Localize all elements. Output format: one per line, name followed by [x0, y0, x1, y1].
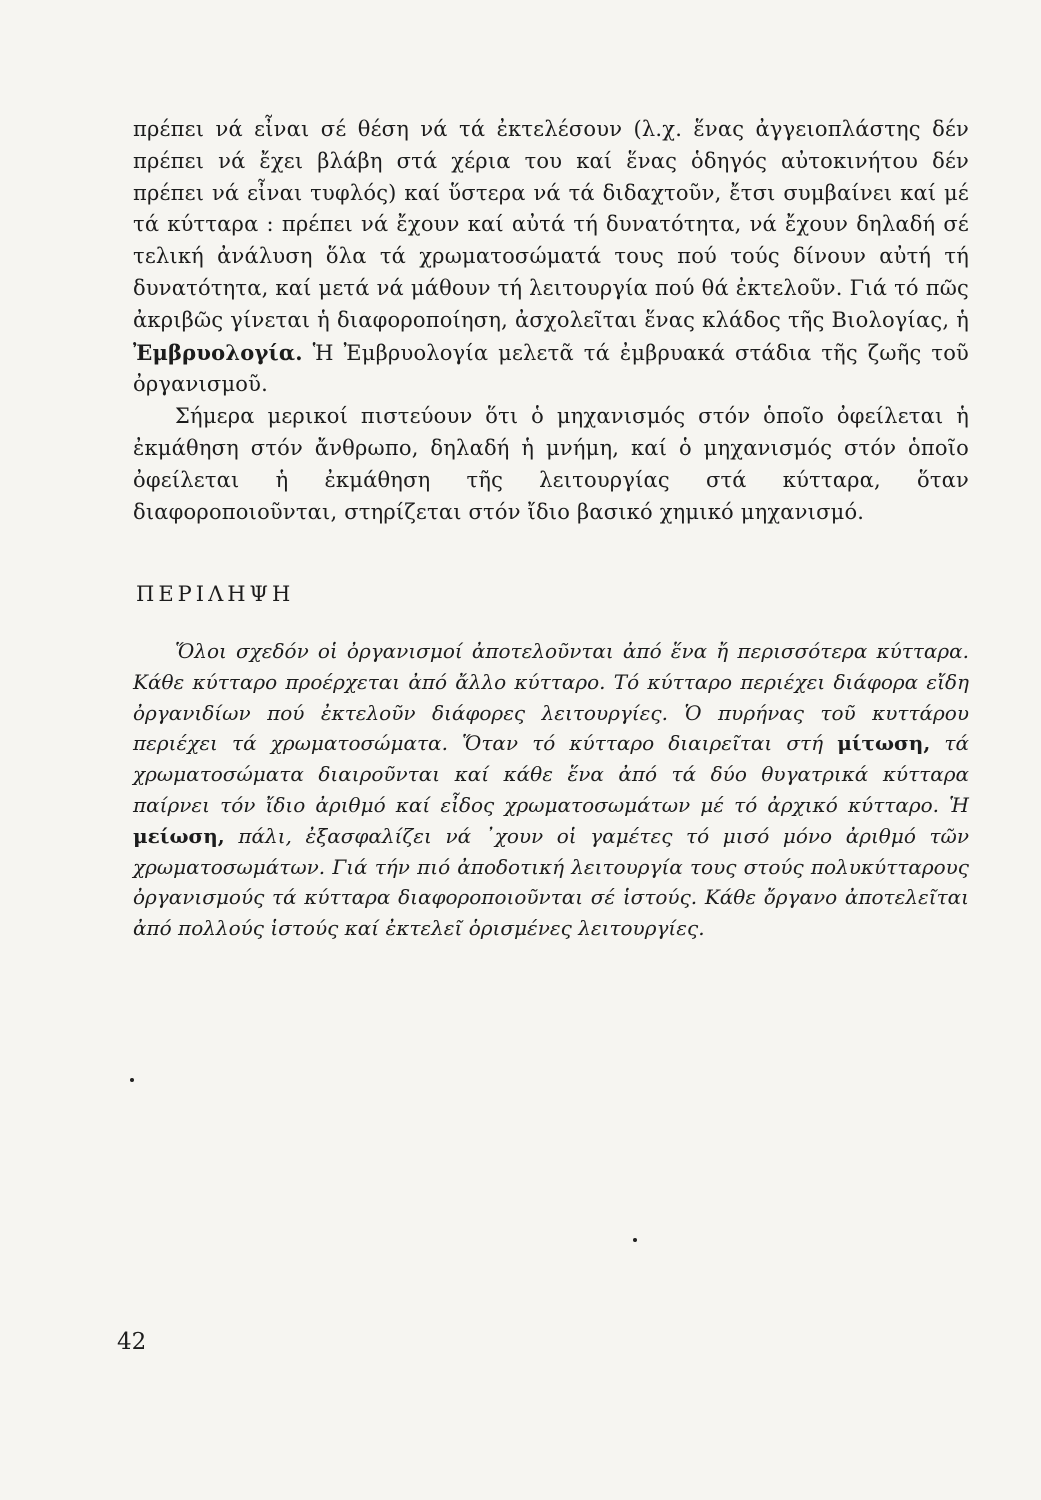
summary-heading: ΠΕΡΙΛΗΨΗ [136, 582, 295, 606]
speck [130, 1078, 134, 1082]
paragraph-memory: Σήμερα μερικοί πιστεύουν ὅτι ὁ μηχανισμός στόν ὁποῖο ὀφείλεται ἡ ἐκμάθηση στόν ἄνθρωπο, δηλαδή ἡ μνήμη, καί ὁ μηχανισμός στόν ὁποῖο ὀφείλεται ἡ ἐκμάθηση τῆς λειτουργίας στά κύτταρα, ὅταν διαφοροποιοῦνται, στηρίζεται στόν ἴδιο βασικό χημικό μηχανισμό. [133, 404, 969, 524]
paragraph-text: Ἡ Ἐμβρυολογία μελετᾶ τά ἐμβρυακά στάδια τῆς ζωῆς τοῦ ὀργανισμοῦ. [133, 340, 969, 397]
body-text [133, 114, 969, 528]
term-mitosis: μίτωση, [837, 731, 931, 756]
term-meiosis: μείωση, [133, 823, 225, 848]
summary-part: Ὅλοι σχεδόν οἱ ὀργανισμοί ἀποτελοῦνται ἀπό ἕνα ἤ περισσότερα κύτταρα. Κάθε κύτταρο προέρχεται ἀπό ἄλλο κύτταρο. Τό κύτταρο περιέχει διάφορα εἴδη ὀργανιδίων πού ἐκτελοῦν διάφορες λειτουργίες. Ὁ πυρήνας τοῦ κυττάρου περιέχει τά χρωματοσώματα. Ὅταν τό κύτταρο διαιρεῖται στή [133, 639, 969, 756]
page-number: 42 [117, 1329, 147, 1355]
paragraph-text: πρέπει νά εἶναι σέ θέση νά τά ἐκτελέσουν (λ.χ. ἕνας ἀγγειοπλάστης δέν πρέπει νά ἔχει βλάβη στά χέρια του καί ἕνας ὁδηγός αὐτοκινήτου δέν πρέπει νά εἶναι τυφλός) καί ὕστερα νά τά διδαχτοῦν, ἔτσι συμβαίνει καί μέ τά κύτταρα : πρέπει νά ἔχουν καί αὐτά τή δυνατότητα, νά ἔχουν δηλαδή σέ τελική ἀνάλυση ὅλα τά χρωματοσώματά τους πού τούς δίνουν αὐτή τή δυνατότητα, καί μετά νά μάθουν τή λειτουργία πού θά ἐκτελοῦν. Γιά τό πῶς ἀκριβῶς γίνεται ἡ διαφοροποίηση, ἀσχολεῖται ἕνας κλάδος τῆς Βιολογίας, ἡ [133, 117, 969, 332]
summary-part: τά χρωματοσώματα διαιροῦνται καί κάθε ἕνα ἀπό τά δύο θυγατρικά κύτταρα παίρνει τόν ἴδιο ἀριθμό καί εἶδος χρωματοσωμάτων μέ τό ἀρχικό κύτταρο. Ἡ [133, 731, 969, 817]
term-embryology: Ἐμβρυολογία. [133, 339, 303, 365]
paragraph-differentiation [133, 114, 969, 401]
speck [633, 1238, 637, 1242]
summary-text [133, 636, 969, 944]
summary-part: πάλι, ἐξασφαλίζει νά ᾽χουν οἱ γαμέτες τό μισό μόνο ἀριθμό τῶν χρωματοσωμάτων. Γιά τήν πιό ἀποδοτική λειτουργία τους στούς πολυκύτταρους ὀργανισμούς τά κύτταρα διαφοροποιοῦνται σέ ἱστούς. Κάθε ὄργανο ἀποτελεῖται ἀπό πολλούς ἱστούς καί ἐκτελεῖ ὁρισμένες λειτουργίες. [133, 823, 969, 941]
